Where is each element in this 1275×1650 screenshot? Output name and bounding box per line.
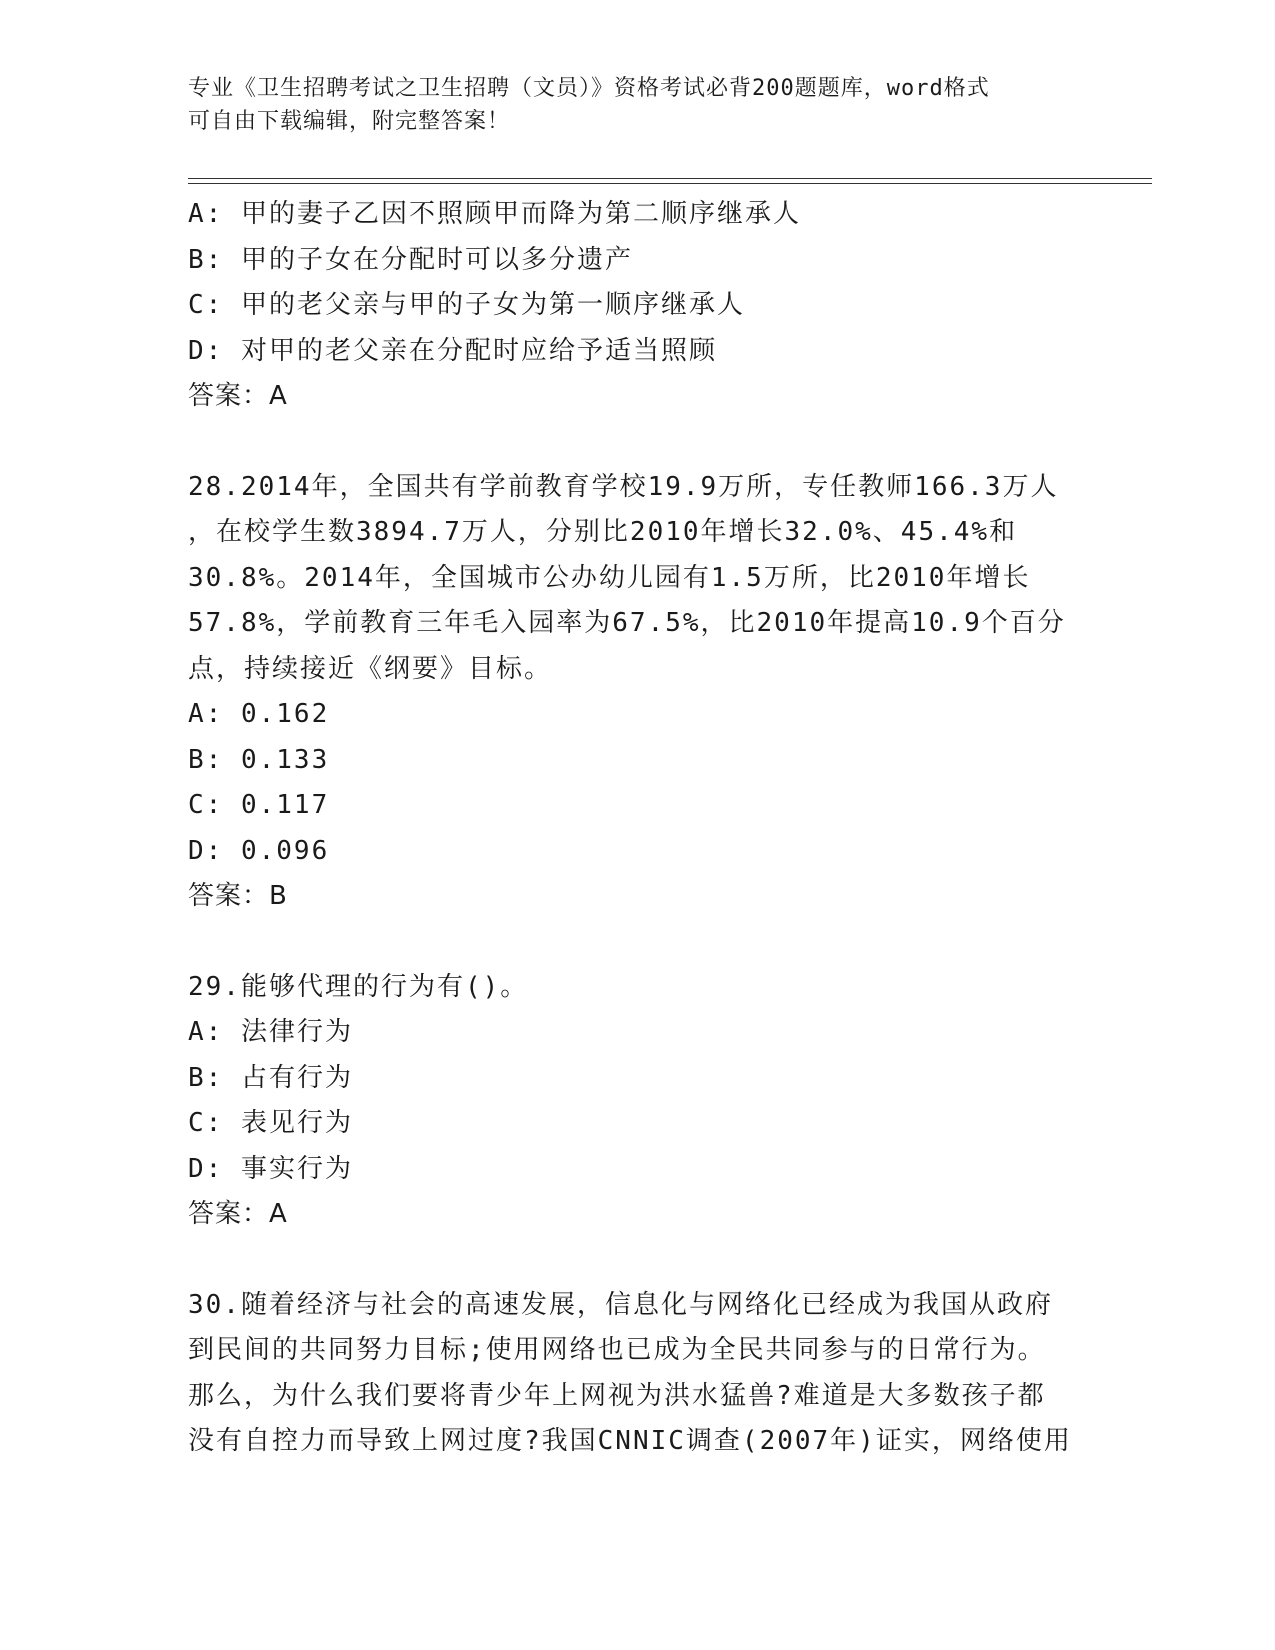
question-27 — [188, 192, 1088, 420]
answer: 答案：B — [188, 881, 288, 911]
header-rule-secondary — [188, 183, 1152, 184]
question-text-line: 到民间的共同努力目标;使用网络也已成为全民共同参与的日常行为。 — [188, 1335, 1046, 1365]
question-text-line: 57.8%，学前教育三年毛入园率为67.5%，比2010年提高10.9个百分 — [188, 608, 1066, 638]
header-line-1: 专业《卫生招聘考试之卫生招聘（文员）》资格考试必背200题题库，word格式 — [188, 76, 990, 101]
question-28 — [188, 465, 1088, 920]
question-text-line: ，在校学生数3894.7万人，分别比2010年增长32.0%、45.4%和 — [188, 517, 1018, 547]
question-text-line: 没有自控力而导致上网过度?我国CNNIC调查(2007年)证实，网络使用 — [188, 1426, 1072, 1456]
option-a: A: 0.162 — [188, 699, 330, 729]
question-text-line: 那么，为什么我们要将青少年上网视为洪水猛兽?难道是大多数孩子都 — [188, 1380, 1046, 1411]
option-b: B: 甲的子女在分配时可以多分遗产 — [188, 244, 633, 275]
question-29 — [188, 965, 1088, 1238]
document-body — [188, 192, 1088, 1465]
question-text-line: 29.能够代理的行为有()。 — [188, 971, 529, 1002]
header-rule — [188, 178, 1152, 179]
option-a: A: 甲的妻子乙因不照顾甲而降为第二顺序继承人 — [188, 199, 801, 229]
option-c: C: 0.117 — [188, 790, 330, 820]
option-a: A: 法律行为 — [188, 1017, 353, 1047]
answer: 答案：A — [188, 1199, 288, 1229]
header-line-2: 可自由下载编辑，附完整答案！ — [188, 109, 511, 134]
question-text-line: 点，持续接近《纲要》目标。 — [188, 653, 553, 684]
option-b: B: 占有行为 — [188, 1062, 353, 1093]
question-30 — [188, 1283, 1088, 1465]
option-c: C: 表见行为 — [188, 1108, 353, 1138]
question-text-line: 30.8%。2014年，全国城市公办幼儿园有1.5万所，比2010年增长 — [188, 562, 1031, 593]
option-b: B: 0.133 — [188, 744, 330, 775]
document-header — [188, 72, 1068, 138]
option-d: D: 事实行为 — [188, 1153, 353, 1184]
option-c: C: 甲的老父亲与甲的子女为第一顺序继承人 — [188, 290, 745, 320]
option-d: D: 0.096 — [188, 835, 330, 866]
question-text-line: 28.2014年，全国共有学前教育学校19.9万所，专任教师166.3万人 — [188, 471, 1059, 502]
question-text-line: 30.随着经济与社会的高速发展，信息化与网络化已经成为我国从政府 — [188, 1289, 1053, 1320]
answer: 答案：A — [188, 381, 288, 411]
option-d: D: 对甲的老父亲在分配时应给予适当照顾 — [188, 335, 717, 366]
